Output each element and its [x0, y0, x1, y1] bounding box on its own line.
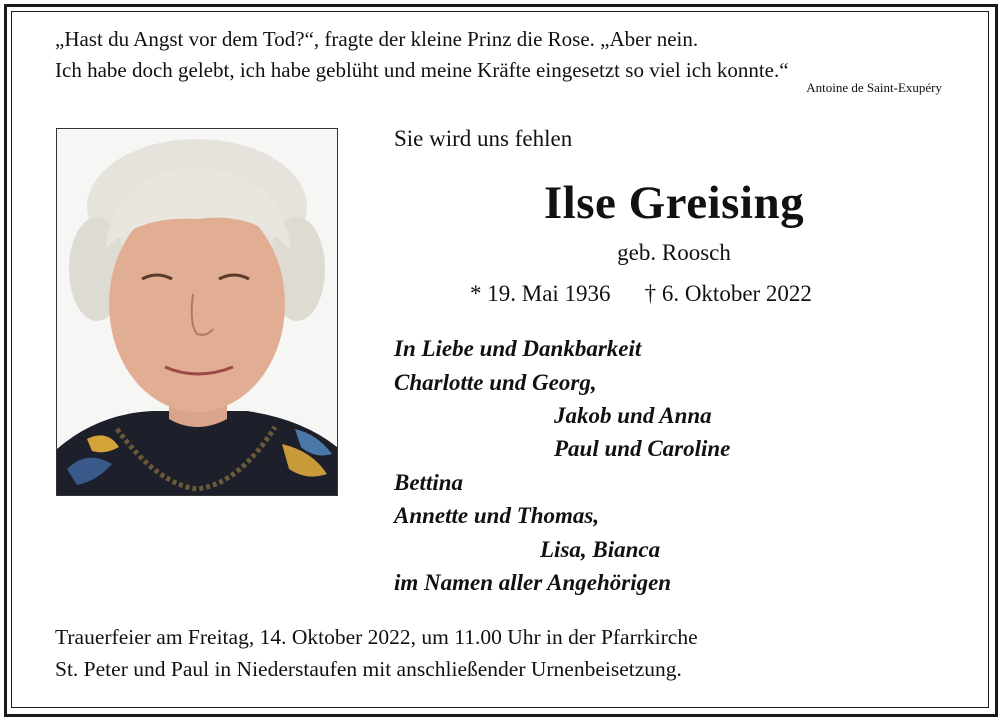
maiden-name: geb. Roosch — [617, 240, 731, 265]
mourner-line: Bettina — [394, 470, 464, 495]
quote-line-2: Ich habe doch gelebt, ich habe geblüht und meine Kräfte eingesetzt so viel ich konnte.“ — [55, 58, 789, 82]
portrait-photo — [56, 128, 338, 496]
mourner-line: Lisa, Bianca — [540, 537, 661, 562]
life-dates — [470, 281, 812, 307]
deceased-name: Ilse Greising — [543, 177, 805, 229]
quote — [55, 24, 955, 86]
mourner-line: Charlotte und Georg, — [394, 370, 597, 395]
mourner-line: Annette und Thomas, — [394, 503, 600, 528]
service-line-1: Trauerfeier am Freitag, 14. Oktober 2022, um 11.00 Uhr in der Pfarrkirche — [55, 625, 698, 649]
funeral-service-info — [55, 621, 955, 685]
quote-line-1: „Hast du Angst vor dem Tod?“, fragte der kleine Prinz die Rose. „Aber nein. — [55, 27, 699, 51]
mourner-line: Jakob und Anna — [554, 403, 712, 428]
birth-date: * 19. Mai 1936 — [470, 281, 611, 306]
service-line-2: St. Peter und Paul in Niederstaufen mit anschließender Urnenbeisetzung. — [55, 657, 682, 681]
quote-author: Antoine de Saint-Exupéry — [806, 80, 942, 95]
mourner-line: Paul und Caroline — [554, 436, 731, 461]
death-date: † 6. Oktober 2022 — [644, 281, 812, 306]
intro-text: Sie wird uns fehlen — [394, 126, 573, 151]
mourner-line: In Liebe und Dankbarkeit — [394, 336, 642, 361]
mourner-line: im Namen aller Angehörigen — [394, 570, 672, 595]
